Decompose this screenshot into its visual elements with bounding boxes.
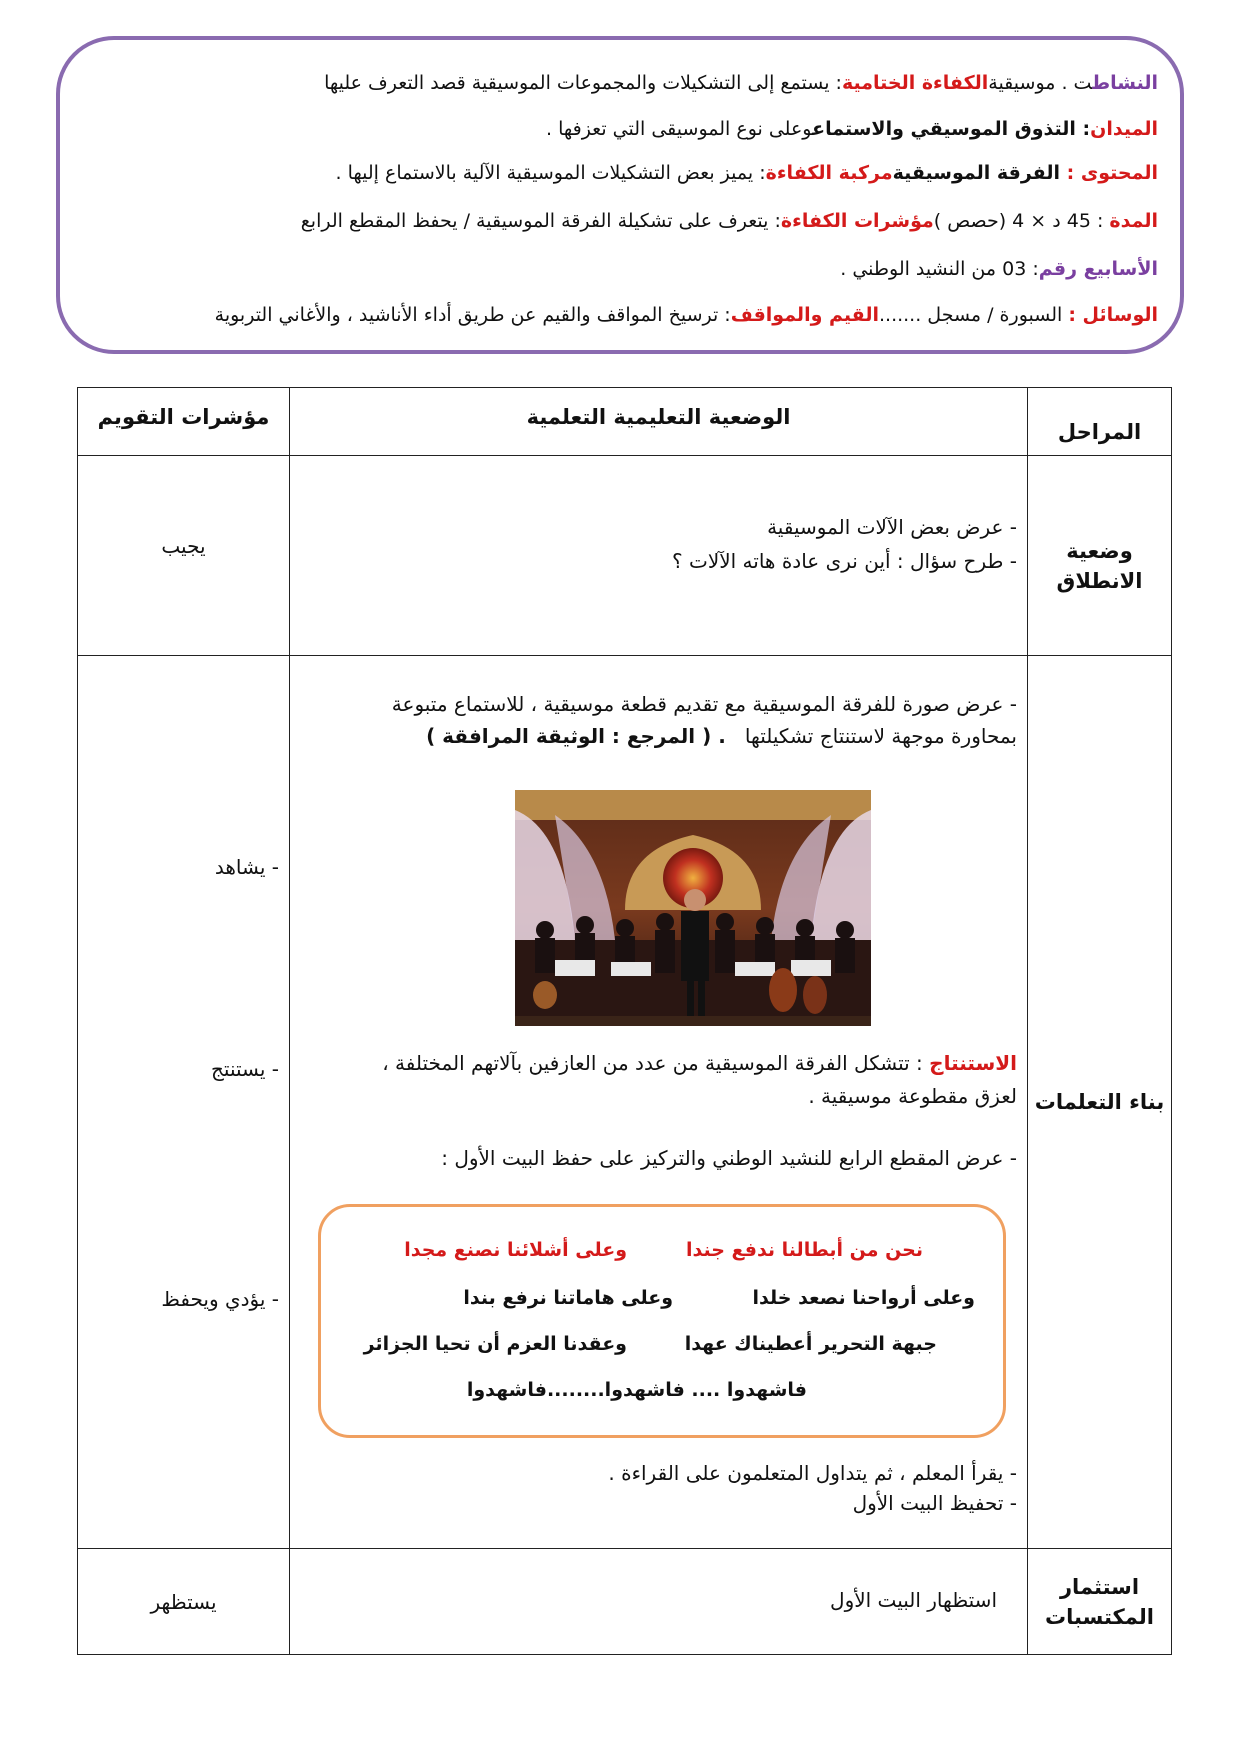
table-header-row [78, 388, 1172, 456]
build-conclusion-line1 [382, 1048, 1017, 1078]
conclusion-label: الاستنتاج [929, 1051, 1017, 1075]
table-row-invest [78, 1549, 1172, 1655]
anthem-verse-box [318, 1204, 1006, 1438]
header-situation-text: الوضعية التعليمية التعلمية [526, 404, 791, 429]
field-value-rest: وعلى نوع الموسيقى التي تعزفها . [545, 118, 813, 140]
field-line [100, 116, 1158, 142]
build-after-line2: - تحفيظ البيت الأول [852, 1491, 1017, 1515]
content-line [100, 160, 1158, 186]
build-anthem-line: - عرض المقطع الرابع للنشيد الوطني والتركيز على حفظ البيت الأول : [441, 1146, 1017, 1170]
indicator-launch [78, 456, 290, 656]
content-launch [290, 456, 1028, 656]
indicators-build [78, 656, 290, 1549]
content-value: الفرقة الموسيقية [892, 162, 1067, 184]
weeks-label: الأسابيع رقم [1038, 258, 1158, 280]
header-situation [290, 388, 1028, 456]
activity-label: النشاط [1092, 72, 1158, 94]
indicator-invest [78, 1549, 290, 1655]
poem-line3-a: جبهة التحرير أعطيناك عهدا [684, 1333, 937, 1355]
build-reference: . ( المرجع : الوثيقة المرافقة ) [426, 724, 726, 748]
component-label: مركبة الكفاءة [765, 162, 893, 184]
duration-line [100, 208, 1158, 234]
stage-invest-line2: المكتسبات [1045, 1604, 1154, 1629]
lesson-info-box [56, 36, 1184, 354]
launch-line-2: - طرح سؤال : أين نرى عادة هاته الآلات ؟ [672, 549, 1017, 573]
header-indicators [78, 388, 290, 456]
poem-line4: فاشهدوا .... فاشهدوا........فاشهدوا [466, 1379, 807, 1401]
content-label: المحتوى : [1066, 162, 1158, 184]
field-value: : التذوق الموسيقي والاستماع [812, 118, 1091, 140]
orchestra-photo [515, 790, 871, 1026]
indicator-watch: - يشاهد [214, 855, 279, 879]
table-row-build [78, 656, 1172, 1549]
weeks-line [100, 256, 1158, 282]
header-stages-text: المراحل [1057, 419, 1142, 444]
launch-line-1: - عرض بعض الآلات الموسيقية [767, 515, 1017, 539]
means-line [100, 302, 1158, 328]
field-label: الميدان [1090, 118, 1158, 140]
stage-build-text: بناء التعلمات [1034, 1090, 1165, 1114]
stage-invest-line1: استثمار [1059, 1574, 1140, 1599]
activity-line [100, 70, 1158, 96]
indicators-value: : يتعرف على تشكيلة الفرقة الموسيقية / يحفظ المقطع الرابع [300, 210, 781, 232]
poem-line1-a: نحن من أبطالنا ندفع جندا [685, 1239, 923, 1261]
build-intro-line2 [426, 721, 1017, 751]
poem-line3-b: وعقدنا العزم أن تحيا الجزائر [363, 1333, 627, 1355]
poem-line2-a: وعلى أرواحنا نصعد خلدا [752, 1287, 975, 1309]
conclusion-text: : تتشكل الفرقة الموسيقية من عدد من العازفين بآلاتهم المختلفة ، [382, 1051, 930, 1075]
indicator-invest-text: يستظهر [150, 1589, 217, 1614]
component-value: : يميز بعض التشكيلات الموسيقية الآلية بالاستماع إليها . [335, 162, 766, 184]
build-intro-line1: - عرض صورة للفرقة الموسيقية مع تقديم قطعة موسيقية ، للاستماع متبوعة [391, 692, 1017, 716]
indicator-perform: - يؤدي ويحفظ [161, 1287, 279, 1311]
duration-label: المدة [1109, 210, 1158, 232]
means-label: الوسائل : [1068, 304, 1158, 326]
content-invest [290, 1549, 1028, 1655]
stage-launch-line2: الانطلاق [1056, 568, 1143, 593]
values-label: القيم والمواقف [730, 304, 879, 326]
header-stages [1028, 388, 1172, 456]
poem-line1-b: وعلى أشلائنا نصنع مجدا [404, 1239, 627, 1261]
table-row-launch [78, 456, 1172, 656]
stage-build [1028, 656, 1172, 1549]
final-competence-label: الكفاءة الختامية [841, 72, 989, 94]
indicators-label: مؤشرات الكفاءة [780, 210, 934, 232]
final-competence-value: : يستمع إلى التشكيلات والمجموعات الموسيقية قصد التعرف عليها [324, 72, 842, 94]
duration-value: : 45 د × 4 (حصص ) [933, 210, 1110, 232]
header-indicators-text: مؤشرات التقويم [97, 404, 270, 429]
build-conclusion-line2: لعزق مقطوعة موسيقية . [808, 1084, 1017, 1108]
activity-value: ت . موسيقية [988, 72, 1093, 94]
lesson-table [77, 387, 1172, 1655]
means-value: السبورة / مسجل ....... [878, 304, 1069, 326]
stage-invest [1028, 1549, 1172, 1655]
values-value: : ترسيخ المواقف والقيم عن طريق أداء الأناشيد ، والأغاني التربوية [214, 304, 731, 326]
indicator-deduce: - يستنتج [211, 1057, 279, 1081]
build-intro-text: بمحاورة موجهة لاستنتاج تشكيلتها [744, 724, 1017, 748]
build-after-line1: - يقرأ المعلم ، ثم يتداول المتعلمون على القراءة . [608, 1461, 1017, 1485]
stage-launch-line1: وضعية [1066, 538, 1133, 563]
invest-content: استظهار البيت الأول [830, 1588, 997, 1612]
poem-line2-b: وعلى هاماتنا نرفع بندا [463, 1287, 673, 1309]
weeks-value: : 03 من النشيد الوطني . [840, 258, 1039, 280]
stage-launch [1028, 456, 1172, 656]
orchestra-photo-image [515, 790, 871, 1026]
indicator-launch-text: يجيب [161, 533, 206, 558]
content-build [290, 656, 1028, 1549]
